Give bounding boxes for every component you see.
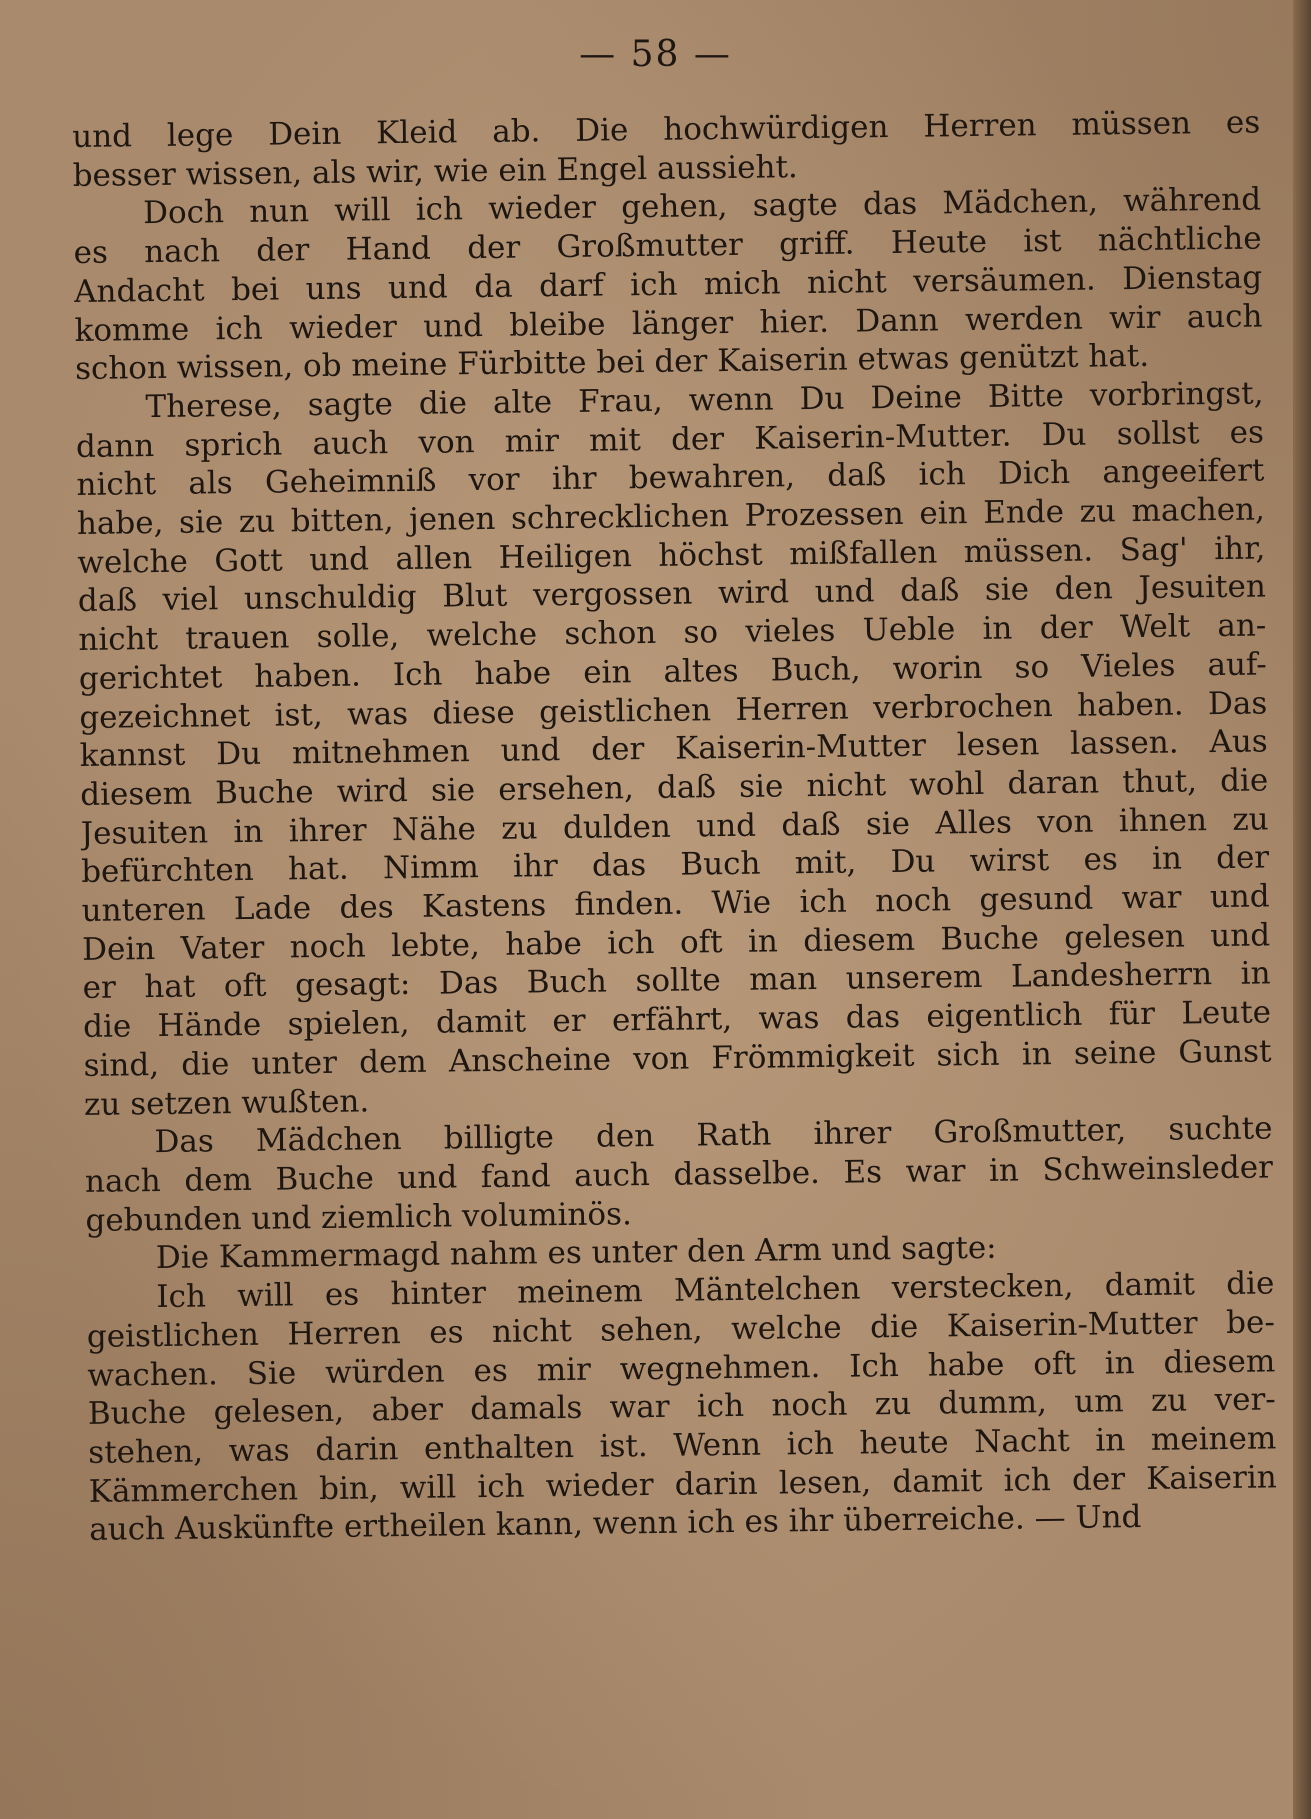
text-line: nach dem Buche und fand auch dasselbe. Es war in Schweinsleder [84,1149,1274,1200]
text-line: und lege Dein Kleid ab. Die hochwürdigen Herren müssen es [72,104,1261,155]
paragraph [72,103,1261,195]
text-line: befürchten hat. Nimm ihr das Buch mit, Du wirst es in der [80,839,1270,891]
paragraph [73,181,1263,389]
text-line: zu setzen wußten. [83,1083,370,1123]
page-number: — 58 — [579,34,732,75]
text-line: Ich will es hinter meinem Mäntelchen verstecken, damit die [156,1265,1275,1316]
text-line: besser wissen, als wir, wie ein Engel aussieht. [72,148,798,194]
paragraph [75,374,1272,1124]
text-line: es nach der Hand der Großmutter griff. Heute ist nächtliche [73,220,1262,272]
text-line: komme ich wieder und bleibe länger hier. Dann werden wir auch [74,297,1263,349]
text-line: Jesuiten in ihrer Nähe zu dulden und daß sie Alles von ihnen zu [80,801,1269,852]
text-line: gerichtet haben. Ich habe ein altes Buch, worin so Vieles auf- [78,646,1267,697]
text-line: habe, sie zu bitten, jenen schrecklichen Prozessen ein Ende zu machen, [76,491,1266,542]
text-line: Therese, sagte die alte Frau, wenn Du Deine Bitte vorbringst, [145,375,1264,426]
text-line: diesem Buche wird sie ersehen, daß sie nicht wohl daran thut, die [80,762,1269,813]
text-line: geistlichen Herren es nicht sehen, welche die Kaiserin-Mutter be- [86,1304,1276,1355]
paragraph [84,1110,1273,1241]
text-line: Kämmerchen bin, will ich wieder darin lesen, damit ich der Kaiserin [88,1458,1277,1510]
text-line: schon wissen, ob meine Fürbitte bei der Kaiserin etwas genützt hat. [74,338,1150,388]
text-line: auch Auskünfte ertheilen kann, wenn ich es ihr überreiche. — Und [89,1499,1142,1549]
text-line: Die Kammermagd nahm es unter den Arm und sagte: [155,1230,997,1277]
text-line: stehen, was darin enthalten ist. Wenn ich heute Nacht in meinem [88,1420,1277,1471]
text-line: nicht trauen solle, welche schon so vieles Ueble in der Welt an- [78,607,1267,659]
body-text [72,103,1277,1549]
text-line: wachen. Sie würden es mir wegnehmen. Ich habe oft in diesem [87,1342,1276,1394]
text-line: Doch nun will ich wieder gehen, sagte das Mädchen, während [142,181,1262,232]
text-line: gezeichnet ist, was diese geistlichen Herren verbrochen haben. Das [79,684,1268,736]
text-line: daß viel unschuldig Blut vergossen wird und daß sie den Jesuiten [77,568,1267,620]
text-line: sind, die unter dem Anscheine von Frömmigkeit sich in seine Gunst [83,1033,1272,1084]
text-line: Buche gelesen, aber damals war ich noch zu dumm, um zu ver- [87,1381,1276,1433]
text-line: Andacht bei uns und da darf ich mich nicht versäumen. Dienstag [73,259,1263,310]
text-line: unteren Lade des Kastens finden. Wie ich noch gesund war und [81,878,1270,930]
paragraph [86,1264,1277,1549]
text-line: welche Gott und allen Heiligen höchst mißfallen müssen. Sag' ihr, [77,530,1266,581]
text-line: Das Mädchen billigte den Rath ihrer Großmutter, suchte [154,1110,1273,1161]
text-line: dann sprich auch von mir mit der Kaiserin-Mutter. Du sollst es [75,414,1265,465]
text-line: er hat oft gesagt: Das Buch sollte man unserem Landesherrn in [82,955,1271,1007]
text-line: Dein Vater noch lebte, habe ich oft in diesem Buche gelesen und [81,917,1271,968]
page-edge-shadow [1293,0,1311,1819]
text-line: kannst Du mitnehmen und der Kaiserin-Mutter lesen lassen. Aus [79,723,1268,775]
text-line: die Hände spielen, damit er erfährt, was das eigentlich für Leute [82,994,1272,1046]
text-line: nicht als Geheimniß vor ihr bewahren, daß ich Dich angeeifert [76,452,1265,504]
text-line: gebunden und ziemlich voluminös. [85,1195,633,1239]
